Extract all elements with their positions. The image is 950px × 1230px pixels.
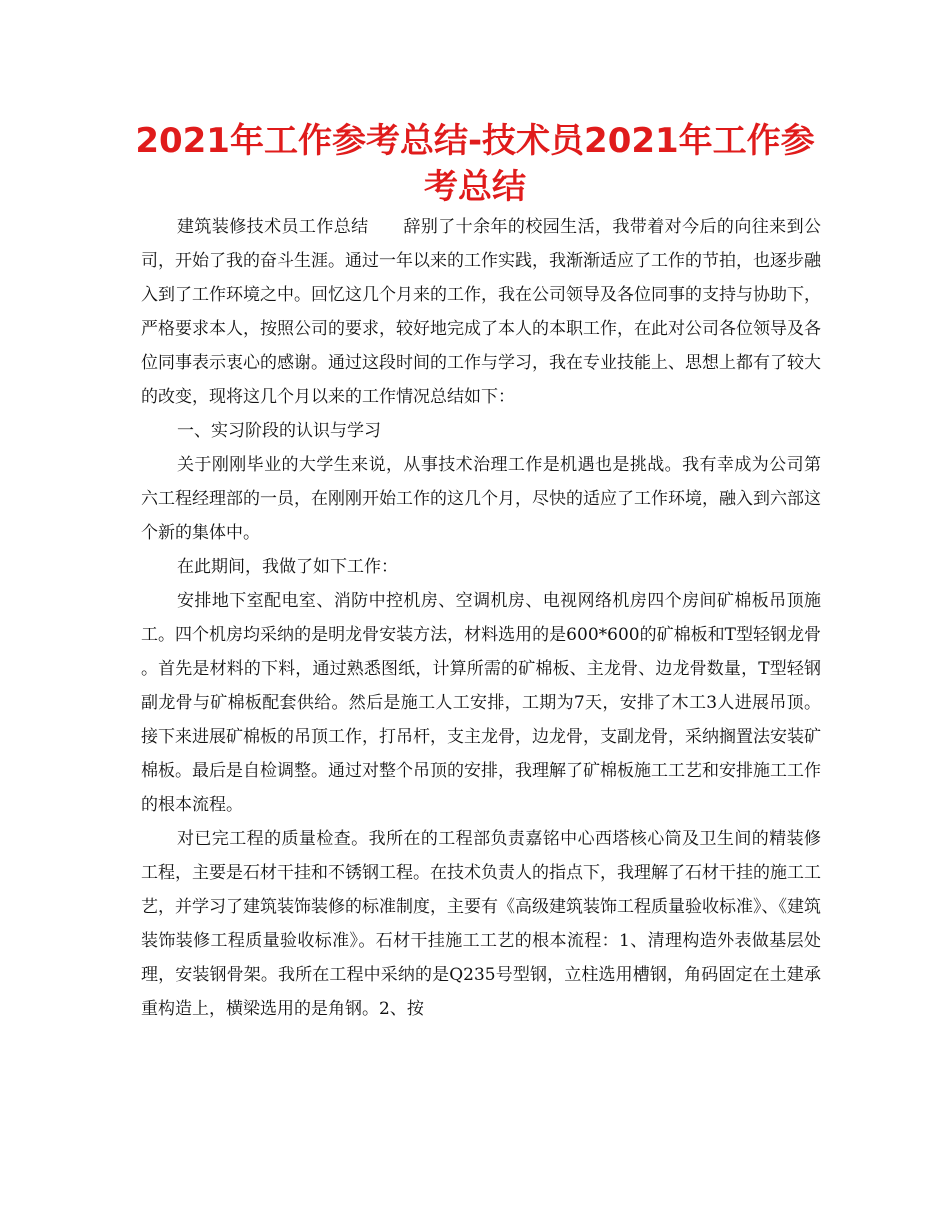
paragraph-quality-check: 对已完工程的质量检查。我所在的工程部负责嘉铭中心西塔核心筒及卫生间的精装修工程，主要是石材干挂和不锈钢工程。在技术负责人的指点下，我理解了石材干挂的施工工艺，并学习了建筑装饰装修的标准制度，主要有《高级建筑装饰工程质量验收标准》、《建筑装饰装修工程质量验收标准》。石材干挂施工工艺的根本流程：1、清理构造外表做基层处理，安装钢骨架。我所在工程中采纳的是Q235号型钢，立柱选用槽钢，角码固定在土建承重构造上，横梁选用的是角钢。2、按 bbox=[141, 829, 821, 1019]
paragraph-intro: 建筑装修技术员工作总结 辞别了十余年的校园生活，我带着对今后的向往来到公司，开始了我的奋斗生涯。通过一年以来的工作实践，我渐渐适应了工作的节拍，也逐步融入到了工作环境之中。回忆这几个月来的工作，我在公司领导及各位同事的支持与协助下，严格要求本人，按照公司的要求，较好地完成了本人的本职工作，在此对公司各位领导及各位同事表示衷心的感谢。通过这段时间的工作与学习，我在专业技能上、思想上都有了较大的改变，现将这几个月以来的工作情况总结如下： bbox=[141, 217, 821, 407]
document-body bbox=[141, 210, 821, 1026]
paragraph-internship: 关于刚刚毕业的大学生来说，从事技术治理工作是机遇也是挑战。我有幸成为公司第六工程经理部的一员，在刚刚开始工作的这几个月，尽快的适应了工作环境，融入到六部这个新的集体中。 bbox=[141, 455, 821, 543]
paragraph-ceiling-work: 安排地下室配电室、消防中控机房、空调机房、电视网络机房四个房间矿棉板吊顶施工。四个机房均采纳的是明龙骨安装方法，材料选用的是600*600的矿棉板和T型轻钢龙骨。首先是材料的下料，通过熟悉图纸，计算所需的矿棉板、主龙骨、边龙骨数量，T型轻钢副龙骨与矿棉板配套供给。然后是施工人工安排，工期为7天，安排了木工3人进展吊顶。接下来进展矿棉板的吊顶工作，打吊杆，支主龙骨，边龙骨，支副龙骨，采纳搁置法安装矿棉板。最后是自检调整。通过对整个吊顶的安排，我理解了矿棉板施工工艺和安排施工工作的根本流程。 bbox=[141, 591, 821, 815]
document-title: 2021年工作参考总结-技术员2021年工作参考总结 bbox=[135, 121, 815, 207]
section-heading-1: 一、实习阶段的认识与学习 bbox=[177, 421, 381, 441]
paragraph-work-list-intro: 在此期间，我做了如下工作： bbox=[177, 557, 398, 577]
